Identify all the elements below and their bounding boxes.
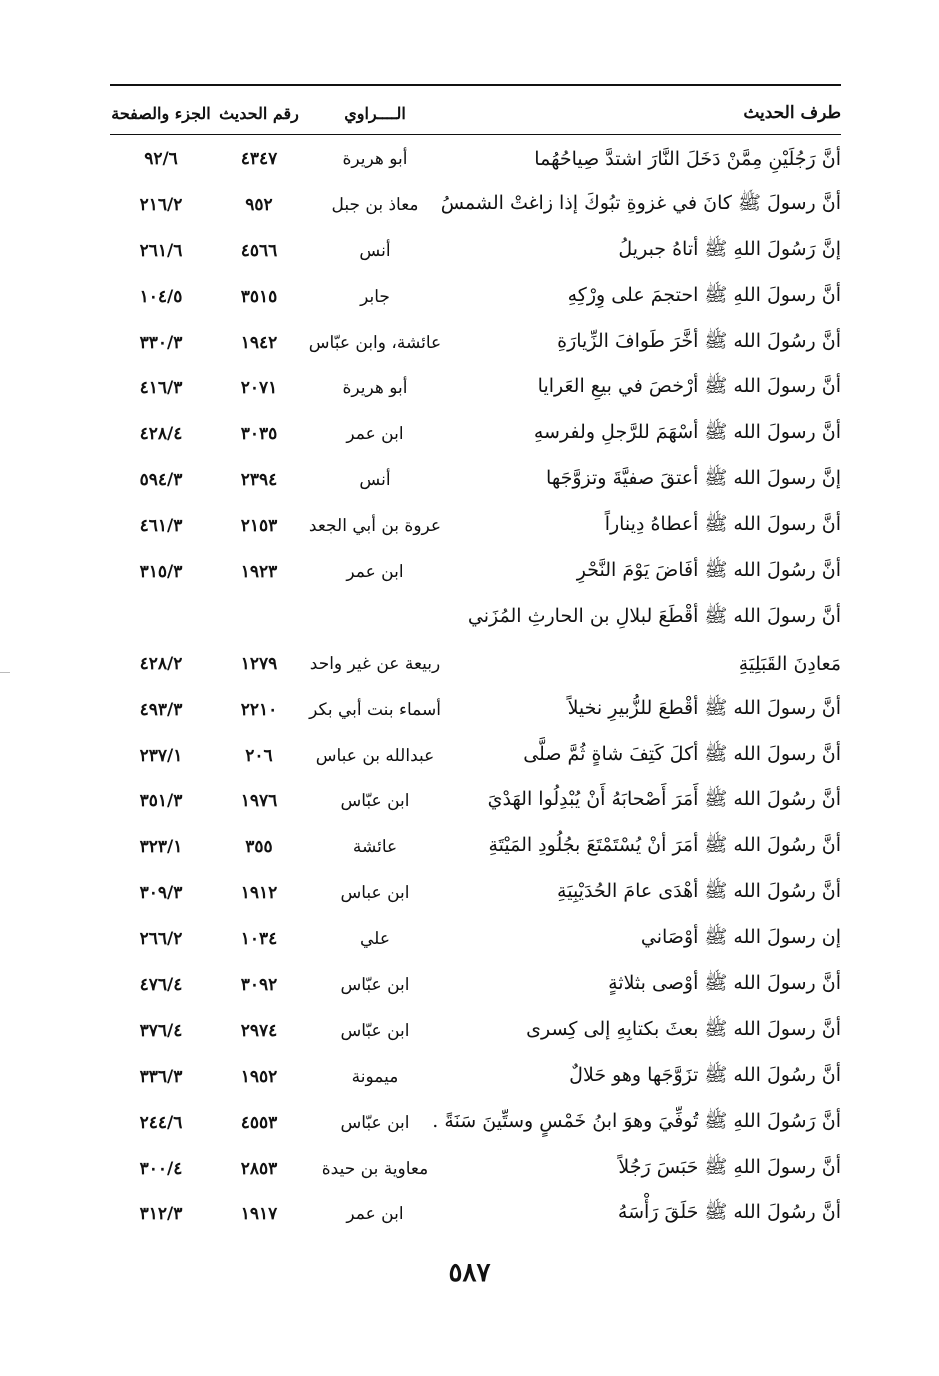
- table-row: [108, 228, 841, 274]
- volume-page-ref: ٣١٥/٣: [139, 561, 183, 582]
- table-row: [108, 549, 841, 595]
- table-row: [108, 870, 841, 916]
- narrator: ابن عمر: [346, 561, 404, 582]
- hadith-text: أنَّ رسولَ اللهِ ﷺ احتجمَ على وِرْكِهِ: [567, 283, 841, 306]
- hadith-text: أنَّ رسُولَ الله ﷺ تزَوَّجَها وهو حَلالٌ: [569, 1063, 841, 1086]
- hadith-text: إنَّ رسولَ الله ﷺ أعتقَ صفيَّةَ وتزوَّجَها: [546, 467, 841, 490]
- hadith-number: ٢٢١٠: [240, 699, 278, 720]
- hadith-number: ١٩١٧: [240, 1204, 278, 1225]
- hadith-text: أنَّ رسولَ اللهِ ﷺ حَبَسَ رَجُلاً: [618, 1155, 841, 1178]
- table-row: [108, 411, 841, 457]
- volume-page-ref: ٣١٢/٣: [139, 1204, 183, 1225]
- hadith-number: ١٢٧٩: [240, 653, 278, 674]
- margin-mark: [0, 672, 10, 673]
- narrator: عائشة، وابن عبّاس: [308, 332, 442, 353]
- narrator: ابن عبّاس: [340, 974, 410, 995]
- hadith-text: أنَّ رسولَ الله ﷺ بعثَ بكتابِهِ إلى كِسرى: [526, 1017, 841, 1040]
- volume-page-ref: ٢٣٧/١: [139, 745, 183, 766]
- narrator: معاوية بن حيدة: [321, 1158, 429, 1179]
- volume-page-ref: ٢٦١/٦: [139, 240, 183, 261]
- hadith-number: ١٠٣٤: [240, 929, 278, 950]
- volume-page-ref: ٢١٦/٢: [139, 194, 183, 215]
- table-row: [108, 733, 841, 779]
- hadith-text: أنَّ رسولَ الله ﷺ أسْهَمَ للرَّجلِ ولفرسهِ: [533, 421, 841, 444]
- narrator: علي: [360, 929, 390, 950]
- hadith-number: ٣٠٣٥: [240, 424, 278, 445]
- narrator: ميمونة: [351, 1066, 399, 1087]
- narrator: أنس: [359, 240, 391, 261]
- table-row: [108, 1008, 841, 1054]
- narrator: ابن عباس: [340, 883, 410, 904]
- hadith-number: ٢٩٧٤: [240, 1020, 278, 1041]
- header-ref: الجزء والصفحة: [111, 103, 211, 123]
- table-row: [108, 641, 841, 687]
- narrator: ابن عبّاس: [340, 791, 410, 812]
- hadith-text: أنَّ رسُولَ الله ﷺ أفَاضَ يَوْمَ النَّحْرِ: [576, 558, 841, 581]
- table-row: [108, 274, 841, 320]
- hadith-index-table: [108, 90, 841, 1237]
- hadith-number: ٣٥١٥: [240, 286, 278, 307]
- volume-page-ref: ٥٩٤/٣: [139, 470, 183, 491]
- hadith-number: ٢٠٦: [245, 745, 273, 766]
- table-row: [108, 136, 841, 182]
- hadith-number: ١٩٢٣: [240, 561, 278, 582]
- volume-page-ref: ٤١٦/٣: [139, 378, 183, 399]
- volume-page-ref: ٤٢٨/٢: [139, 653, 183, 674]
- table-row: [108, 687, 841, 733]
- volume-page-ref: ٣٥١/٣: [139, 791, 183, 812]
- volume-page-ref: ٣٣٠/٣: [139, 332, 183, 353]
- hadith-number: ٤٥٦٦: [240, 240, 278, 261]
- hadith-number: ٢١٥٣: [240, 516, 278, 537]
- table-row: [108, 824, 841, 870]
- hadith-number: ٤٣٤٧: [240, 148, 278, 169]
- volume-page-ref: ٢٤٤/٦: [139, 1112, 183, 1133]
- page-number: ٥٨٧: [448, 1258, 491, 1288]
- hadith-text: أنَّ رَسُولَ اللهِ ﷺ تُوفِّيَ وهوَ ابنُ خَمْسٍ وستِّينَ سَنَةً .: [432, 1109, 841, 1132]
- table-row: [108, 778, 841, 824]
- hadith-number: ٣٥٥: [245, 837, 273, 858]
- narrator: أبو هريرة: [342, 148, 408, 169]
- narrator: جابر: [360, 286, 390, 307]
- hadith-number: ٢٨٥٣: [240, 1158, 278, 1179]
- hadith-text: أنَّ رسولَ الله ﷺ أعطاهُ دِيناراً: [604, 513, 841, 536]
- table-row: [108, 916, 841, 962]
- header-hadith: طرف الحديث: [743, 103, 841, 123]
- hadith-text: أنَّ رسولَ الله ﷺ أرْخصَ في بيعِ العَرايا: [537, 375, 841, 398]
- volume-page-ref: ٩٢/٦: [144, 148, 178, 169]
- hadith-number: ٩٥٢: [245, 194, 273, 215]
- header-rawi: الــــراوي: [344, 103, 406, 123]
- volume-page-ref: ٤٧٦/٤: [139, 974, 183, 995]
- hadith-text: أنَّ رَجُلَيْنِ مِمَّنْ دَخَلَ النَّارَ اشتدَّ صِياحُهُما: [534, 147, 841, 170]
- hadith-text: أنَّ رسُولَ الله ﷺ أخَّرَ طَوافَ الزِّيارَةِ: [557, 329, 841, 352]
- volume-page-ref: ٣٢٣/١: [139, 837, 183, 858]
- narrator: ابن عبّاس: [340, 1020, 410, 1041]
- volume-page-ref: ٤٢٨/٤: [139, 424, 183, 445]
- hadith-text: أنَّ رسولَ ﷺ كانَ في غزوةِ تبُوكَ إذا زاغتْ الشمسُ: [440, 191, 841, 214]
- hadith-text: مَعادِنَ القَبَلِيَةِ: [738, 652, 841, 675]
- hadith-number: ٢٠٧١: [240, 378, 278, 399]
- table-body: [108, 136, 841, 1237]
- narrator: أبو هريرة: [342, 378, 408, 399]
- hadith-text: أنَّ رسُولَ الله ﷺ أمَرَ أنْ يُسْتَمْتَعَ بجُلُودِ المَيْتَةِ: [488, 834, 841, 857]
- narrator: عائشة: [352, 837, 398, 858]
- hadith-number: ٤٥٥٣: [240, 1112, 278, 1133]
- table-row: [108, 595, 841, 641]
- hadith-text: إنَّ رَسُولَ اللهِ ﷺ أتاهُ جبريلُ: [618, 237, 841, 260]
- header-number: رقم الحديث: [219, 103, 299, 123]
- top-rule: [110, 84, 841, 86]
- hadith-number: ١٩٥٢: [240, 1066, 278, 1087]
- volume-page-ref: ٣٣٦/٣: [139, 1066, 183, 1087]
- table-row: [108, 1100, 841, 1146]
- table-row: [108, 1054, 841, 1100]
- table-row: [108, 365, 841, 411]
- table-row: [108, 1146, 841, 1192]
- table-row: [108, 1191, 841, 1237]
- volume-page-ref: ٤٩٣/٣: [139, 699, 183, 720]
- hadith-number: ٣٠٩٢: [240, 974, 278, 995]
- volume-page-ref: ٢٦٦/٢: [139, 929, 183, 950]
- hadith-text: أنَّ رسولَ الله ﷺ أقْطَعَ لبلالِ بن الحارثِ المُزَني: [467, 604, 841, 627]
- hadith-number: ١٩٧٦: [240, 791, 278, 812]
- hadith-text: أنَّ رسُولَ الله ﷺ أهْدَى عامَ الحُدَيْبِيَةِ: [557, 880, 841, 903]
- hadith-text: إن رسولَ الله ﷺ أوْصَاني: [640, 926, 841, 949]
- narrator: أسماء بنت أبي بكر: [309, 699, 441, 720]
- table-row: [108, 457, 841, 503]
- hadith-number: ١٩٤٢: [240, 332, 278, 353]
- narrator: عبدالله بن عباس: [315, 745, 435, 766]
- table-row: [108, 320, 841, 366]
- hadith-text: أنَّ رسولَ الله ﷺ أكلَ كَتِفَ شاةٍ ثُمَّ صلَّى: [523, 742, 841, 765]
- table-row: [108, 503, 841, 549]
- volume-page-ref: ١٠٤/٥: [139, 286, 183, 307]
- narrator: ربيعة عن غير واحد: [309, 653, 441, 674]
- narrator: ابن عمر: [346, 424, 404, 445]
- volume-page-ref: ٣٠٠/٤: [139, 1158, 183, 1179]
- narrator: عروة بن أبي الجعد: [308, 516, 442, 537]
- table-row: [108, 962, 841, 1008]
- narrator: ابن عمر: [346, 1204, 404, 1225]
- narrator: ابن عبّاس: [340, 1112, 410, 1133]
- narrator: معاذ بن جبل: [331, 194, 419, 215]
- volume-page-ref: ٣٠٩/٣: [139, 883, 183, 904]
- volume-page-ref: ٣٧٦/٤: [139, 1020, 183, 1041]
- table-row: [108, 182, 841, 228]
- volume-page-ref: ٤٦١/٣: [139, 516, 183, 537]
- table-header: [108, 90, 841, 136]
- hadith-text: أنَّ رسُولَ الله ﷺ حَلَقَ رَأْسَهُ: [617, 1201, 841, 1224]
- hadith-text: أنَّ رسولَ الله ﷺ أوْصى بثلاثةٍ: [608, 971, 841, 994]
- narrator: أنس: [359, 470, 391, 491]
- hadith-number: ٢٣٩٤: [240, 470, 278, 491]
- hadith-text: أنَّ رسولَ الله ﷺ أقْطعَ للزُّبيرِ نخيلاً: [567, 696, 841, 719]
- hadith-text: أنَّ رسُولَ الله ﷺ أَمَرَ أَصْحابَهُ أَنْ يُبْدِلُوا الهَدْيَ: [487, 788, 841, 811]
- hadith-number: ١٩١٢: [240, 883, 278, 904]
